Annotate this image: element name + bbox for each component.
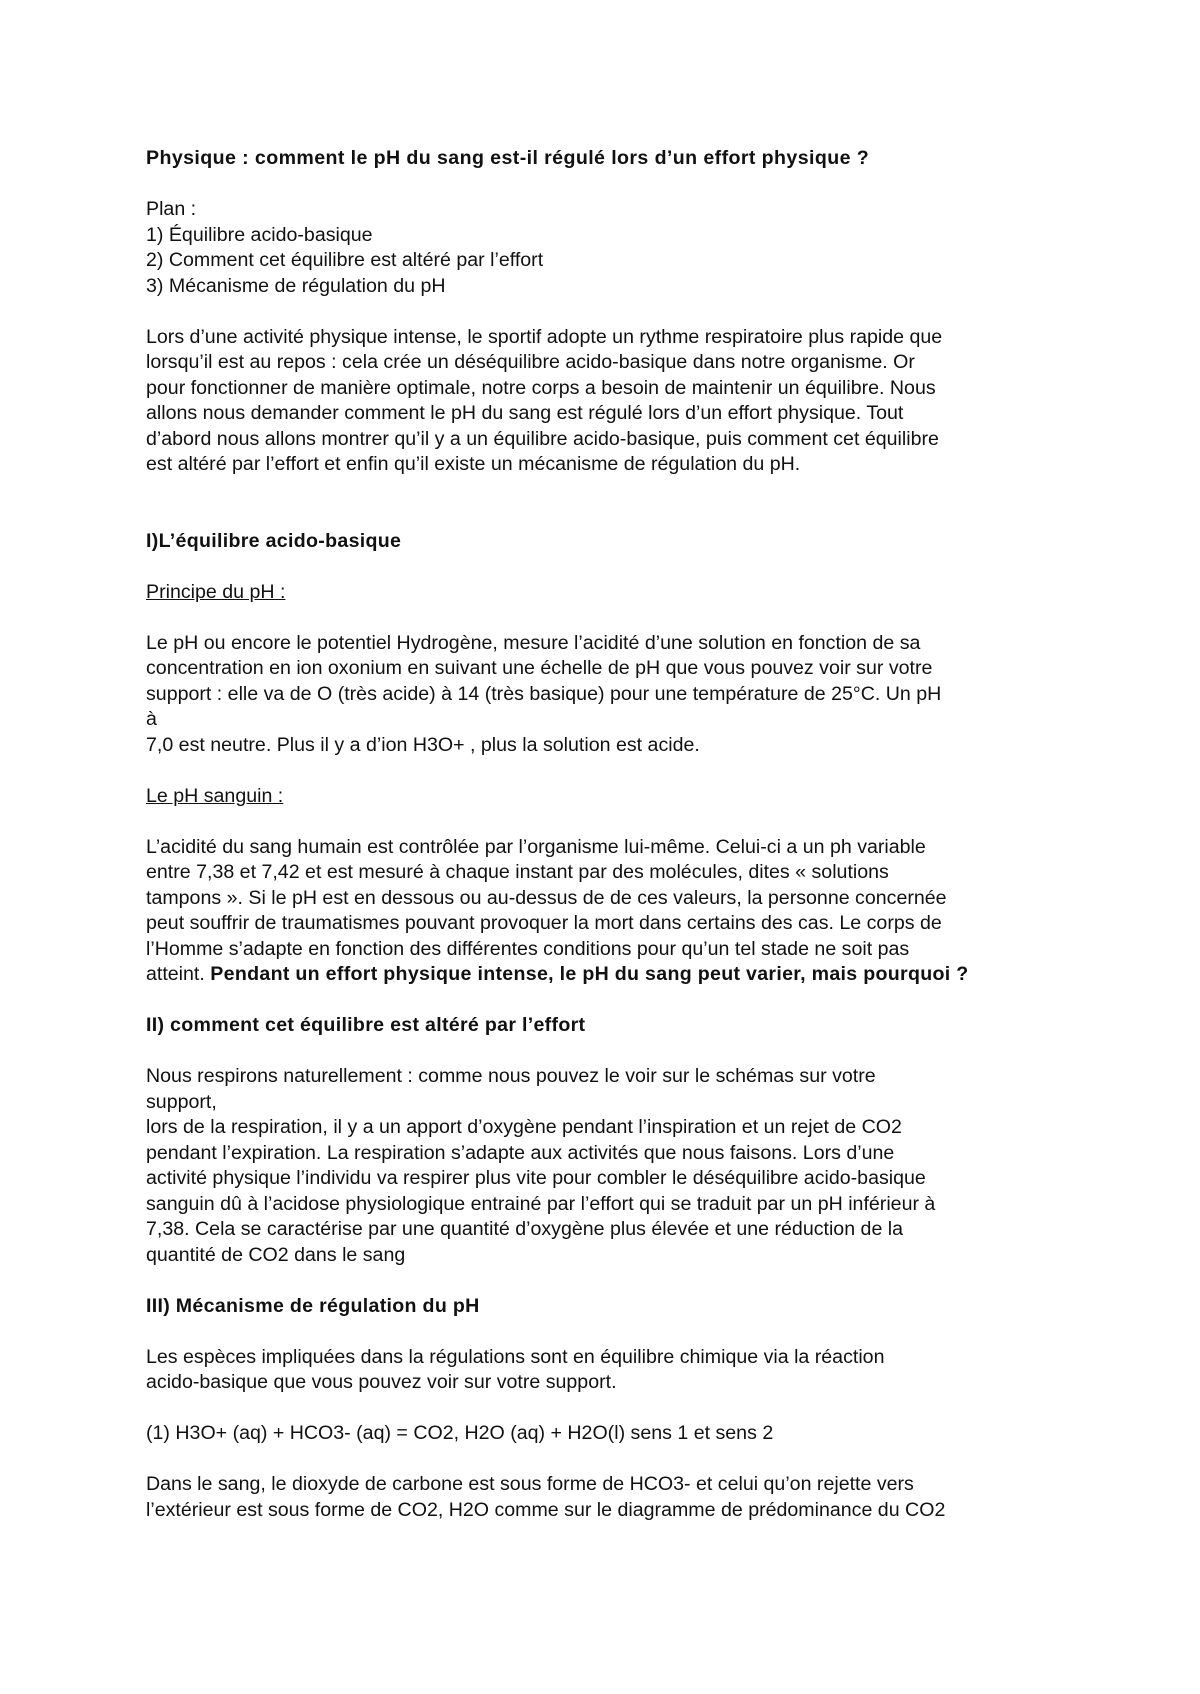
sanguin-line: l’Homme s’adapte en fonction des différentes conditions pour qu’un tel stade ne soit pas — [146, 937, 910, 960]
section-2-line: 7,38. Cela se caractérise par une quantité d’oxygène plus élevée et une réduction de la — [146, 1218, 904, 1240]
plan-item: 1) Équilibre acido-basique — [146, 223, 373, 246]
section-1-heading: I)L’équilibre acido-basique — [146, 529, 402, 552]
intro-line: d’abord nous allons montrer qu’il y a un équilibre acido-basique, puis comment cet équilibre — [146, 427, 939, 450]
principe-heading: Principe du pH : — [146, 580, 286, 603]
document-title: Physique : comment le pH du sang est-il régulé lors d’un effort physique ? — [146, 147, 870, 169]
principe-line: Le pH ou encore le potentiel Hydrogène, mesure l’acidité d’une solution en fonction de sa — [146, 631, 921, 654]
principe-line: 7,0 est neutre. Plus il y a d’ion H3O+ , plus la solution est acide. — [146, 733, 700, 756]
principe-line: à — [146, 708, 157, 730]
chemical-equation: (1) H3O+ (aq) + HCO3- (aq) = CO2, H2O (aq) + H2O(l) sens 1 et sens 2 — [146, 1422, 774, 1444]
intro-line: est altéré par l’effort et enfin qu’il existe un mécanisme de régulation du pH. — [146, 453, 801, 475]
plan-label: Plan : — [146, 198, 197, 220]
sanguin-last-line — [146, 962, 1066, 988]
intro-line: Lors d’une activité physique intense, le sportif adopte un rythme respiratoire plus rapide que — [146, 325, 943, 348]
sanguin-line: L’acidité du sang humain est contrôlée par l’organisme lui-même. Celui-ci a un ph variable — [146, 835, 926, 858]
sanguin-question: Pendant un effort physique intense, le pH du sang peut varier, mais pourquoi ? — [210, 963, 969, 985]
section-2-line: lors de la respiration, il y a un apport d’oxygène pendant l’inspiration et un rejet de CO2 — [146, 1116, 902, 1138]
section-2-line: sanguin dû à l’acidose physiologique entrainé par l’effort qui se traduit par un pH inférieur à — [146, 1192, 936, 1215]
intro-line: pour fonctionner de manière optimale, notre corps a besoin de maintenir un équilibre. Nous — [146, 376, 936, 399]
section-2-heading: II) comment cet équilibre est altéré par l’effort — [146, 1014, 586, 1036]
sanguin-line: tampons ». Si le pH est en dessous ou au-dessus de de ces valeurs, la personne concernée — [146, 886, 947, 909]
section-3-line: l’extérieur est sous forme de CO2, H2O comme sur le diagramme de prédominance du CO2 — [146, 1498, 946, 1521]
section-2-line: support, — [146, 1090, 217, 1113]
plan-item: 3) Mécanisme de régulation du pH — [146, 274, 446, 297]
sanguin-line: entre 7,38 et 7,42 et est mesuré à chaque instant par des molécules, dites « solutions — [146, 861, 889, 883]
principe-line: support : elle va de O (très acide) à 14 (très basique) pour une température de 25°C. Un pH — [146, 682, 942, 705]
sanguin-last-plain: atteint. — [146, 963, 211, 985]
principe-line: concentration en ion oxonium en suivant une échelle de pH que vous pouvez voir sur votre — [146, 657, 933, 679]
section-3-heading: III) Mécanisme de régulation du pH — [146, 1294, 480, 1317]
section-2-line: quantité de CO2 dans le sang — [146, 1243, 406, 1266]
section-2-line: Nous respirons naturellement : comme nous pouvez le voir sur le schémas sur votre — [146, 1065, 876, 1087]
sanguin-heading: Le pH sanguin : — [146, 784, 284, 807]
document-page — [146, 146, 1066, 1523]
section-3-line: Dans le sang, le dioxyde de carbone est sous forme de HCO3- et celui qu’on rejette vers — [146, 1473, 914, 1495]
plan-item: 2) Comment cet équilibre est altéré par l’effort — [146, 249, 544, 271]
intro-line: lorsqu’il est au repos : cela crée un déséquilibre acido-basique dans notre organisme. Or — [146, 351, 915, 373]
section-3-line: Les espèces impliquées dans la régulations sont en équilibre chimique via la réaction — [146, 1345, 885, 1368]
section-2-line: activité physique l’individu va respirer plus vite pour combler le déséquilibre acido-basique — [146, 1167, 926, 1189]
sanguin-line: peut souffrir de traumatismes pouvant provoquer la mort dans certains des cas. Le corps de — [146, 912, 942, 934]
intro-line: allons nous demander comment le pH du sang est régulé lors d’un effort physique. Tout — [146, 402, 904, 424]
section-2-line: pendant l’expiration. La respiration s’adapte aux activités que nous faisons. Lors d’une — [146, 1141, 895, 1164]
section-3-line: acido-basique que vous pouvez voir sur votre support. — [146, 1371, 617, 1393]
